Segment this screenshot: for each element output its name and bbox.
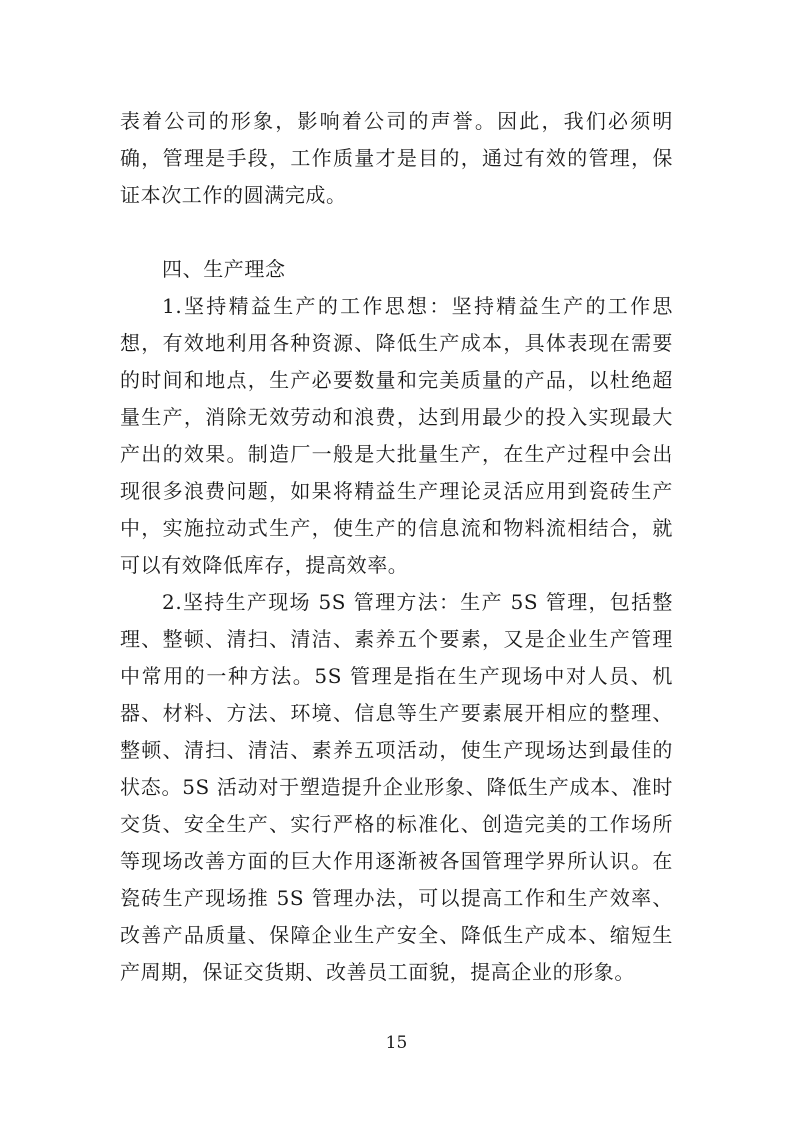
body-paragraph-lean-production: 1.坚持精益生产的工作思想：坚持精益生产的工作思想，有效地利用各种资源、降低生产成本，具体表现在需要的时间和地点，生产必要数量和完美质量的产品，以杜绝超量生产，消除无效劳动和浪费，达到用最少的投入实现最大产出的效果。制造厂一般是大批量生产，在生产过程中会出现很多浪费问题，如果将精益生产理论灵活应用到瓷砖生产中，实施拉动式生产，使生产的信息流和物料流相结合，就可以有效降低库存，提高效率。 bbox=[120, 294, 673, 577]
section-heading: 四、生产理念 bbox=[162, 257, 286, 281]
page-number: 15 bbox=[385, 1033, 408, 1053]
body-paragraph-5s-management: 2.坚持生产现场 5S 管理方法：生产 5S 管理，包括整理、整顿、清扫、清洁、素养五个要素，又是企业生产管理中常用的一种方法。5S 管理是指在生产现场中对人员、机器、材料、方法、环境、信息等生产要素展开相应的整理、整顿、清扫、清洁、素养五项活动，使生产现场达到最佳的状态。5S 活动对于塑造提升企业形象、降低生产成本、准时交货、安全生产、实行严格的标准化、创造完美的工作场所等现场改善方面的巨大作用逐渐被各国管理学界所认识。在瓷砖生产现场推 5S 管理办法，可以提高工作和生产效率、改善产品质量、保障企业生产安全、降低生产成本、缩短生产周期，保证交货期、改善员工面貌，提高企业的形象。 bbox=[120, 590, 673, 984]
continuation-paragraph: 表着公司的形象，影响着公司的声誉。因此，我们必须明确，管理是手段，工作质量才是目的，通过有效的管理，保证本次工作的圆满完成。 bbox=[120, 109, 673, 207]
